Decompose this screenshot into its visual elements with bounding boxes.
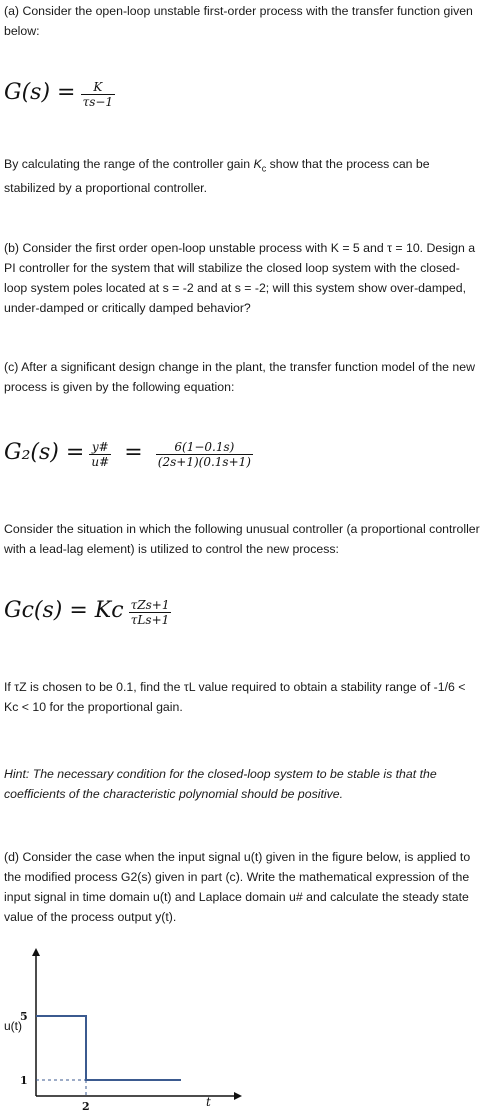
g2-equals: = bbox=[124, 440, 143, 465]
eq-denominator: τs−1 bbox=[82, 95, 114, 109]
gc-lhs: Gc(s) = Kc bbox=[4, 598, 124, 623]
g2-fraction-2 bbox=[156, 440, 253, 469]
input-signal-chart bbox=[0, 946, 487, 1116]
part-a-question: By calculating the range of the controller gain $K_c$ show that the process can be stabilized by a proportional controller. bbox=[4, 157, 430, 196]
x-axis-label: t bbox=[206, 1095, 211, 1109]
part-a-equation bbox=[4, 80, 115, 109]
x-tick-label: 2 bbox=[82, 1100, 90, 1113]
part-c-hint: Hint: The necessary condition for the closed-loop system to be stable is that the coefficients of the characteristic polynomial should be positive. bbox=[4, 767, 437, 801]
g2-num-1: y# bbox=[89, 440, 111, 455]
part-a-intro: (a) Consider the open-loop unstable first-order process with the transfer function given below: bbox=[4, 4, 473, 38]
gc-den: τLs+1 bbox=[130, 613, 170, 627]
eq-numerator: K bbox=[81, 80, 116, 95]
eq-fraction bbox=[81, 80, 116, 109]
part-c-controller-text: Consider the situation in which the following unusual controller (a proportional controller with a lead-lag element) is utilized to control the new process: bbox=[4, 522, 480, 556]
g2-lhs: G₂(s) = bbox=[4, 440, 85, 465]
y-tick-label: 5 bbox=[20, 1010, 28, 1023]
gc-equation bbox=[4, 598, 171, 627]
signal-line bbox=[36, 1016, 181, 1080]
eq-lhs: G(s) = bbox=[4, 80, 76, 105]
g2-den-2: (2s+1)(0.1s+1) bbox=[157, 455, 251, 469]
gc-num: τZs+1 bbox=[130, 598, 170, 612]
g2-num-2: 6(1−0.1s) bbox=[156, 440, 253, 455]
g2-fraction-1 bbox=[89, 440, 111, 469]
y-axis-label: u(t) bbox=[4, 1019, 22, 1033]
part-b-text: (b) Consider the first order open-loop unstable process with K = 5 and τ = 10. Design a PI controller for the system that will stabilize the closed loop system with the closed-loop system poles located at s = -2 and at s = -2; will this system show over-damped, under-damped or critically damped behavior? bbox=[4, 241, 476, 315]
x-axis-arrow bbox=[234, 1092, 242, 1100]
part-c-equation bbox=[4, 440, 253, 469]
y-axis-arrow bbox=[32, 948, 40, 956]
gc-fraction bbox=[129, 598, 172, 627]
part-c-intro: (c) After a significant design change in the plant, the transfer function model of the new process is given by the following equation: bbox=[4, 360, 475, 394]
part-c-question: If τZ is chosen to be 0.1, find the τL value required to obtain a stability range of -1/6 < Kc < 10 for the proportional gain. bbox=[4, 680, 466, 714]
part-d-text: (d) Consider the case when the input signal u(t) given in the figure below, is applied to the modified process G2(s) given in part (c). Write the mathematical expression of the input signal in time domain u(t) and Laplace domain u# and calculate the steady state value of the process output y(t). bbox=[4, 850, 471, 924]
y-tick-label: 1 bbox=[20, 1074, 28, 1087]
g2-den-1: u# bbox=[91, 455, 110, 469]
